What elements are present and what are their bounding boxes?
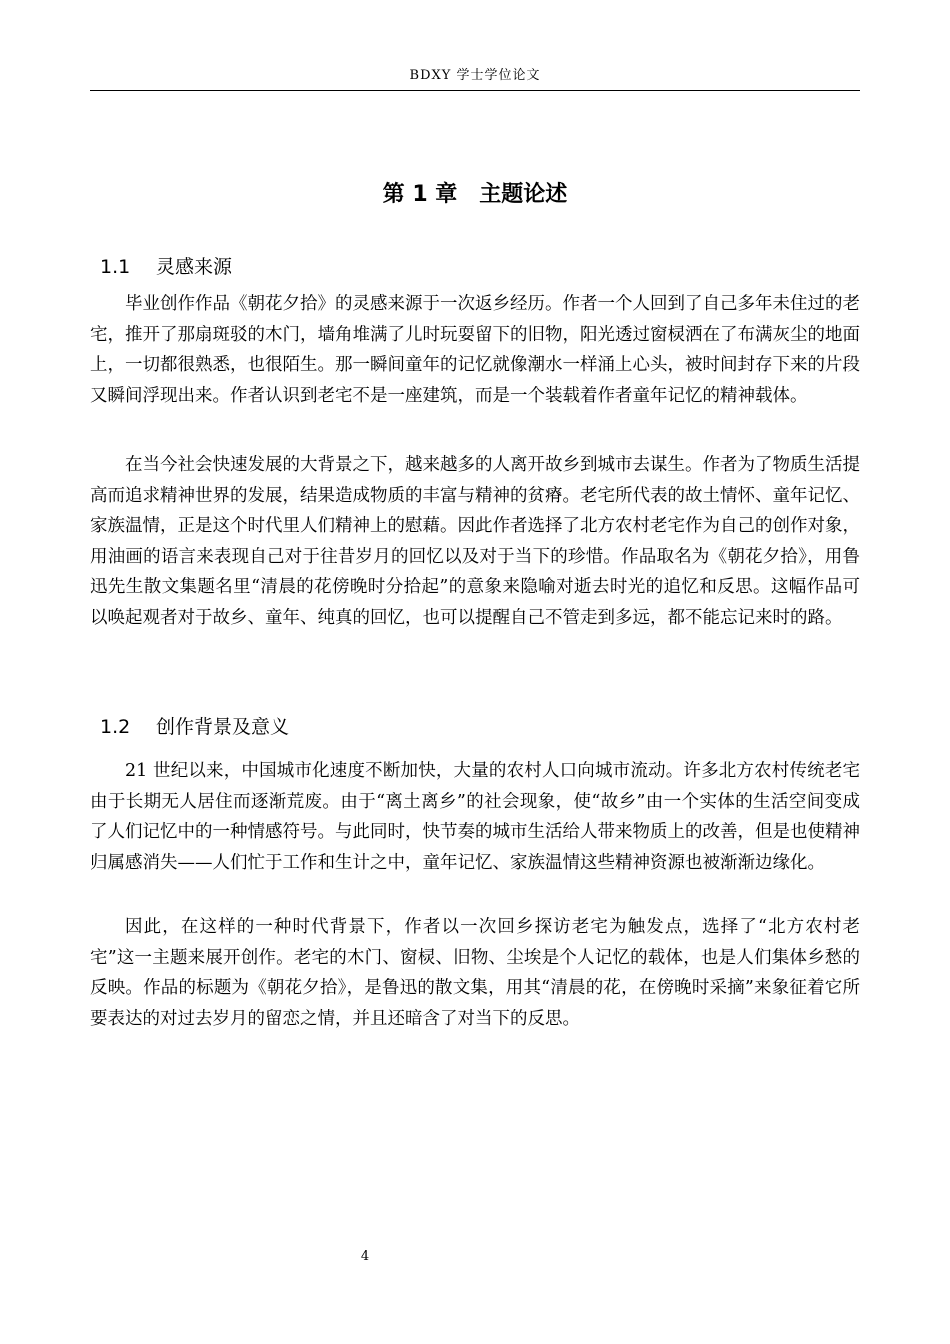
paragraph-inspiration-2: 在当今社会快速发展的大背景之下，越来越多的人离开故乡到城市去谋生。作者为了物质生活提高而追求精神世界的发展，结果造成物质的丰富与精神的贫瘠。老宅所代表的故土情怀、童年记忆、家族温情，正是这个时代里人们精神上的慰藉。因此作者选择了北方农村老宅作为自己的创作对象，用油画的语言来表现自己对于往昔岁月的回忆以及对于当下的珍惜。作品取名为《朝花夕拾》，用鲁迅先生散文集题名里“清晨的花傍晚时分拾起”的意象来隐喻对逝去时光的追忆和反思。这幅作品可以唤起观者对于故乡、童年、纯真的回忆，也可以提醒自己不管走到多远，都不能忘记来时的路。 xyxy=(90,455,860,628)
page-number: 4 xyxy=(360,1249,370,1264)
section-title: 灵感来源 xyxy=(156,256,233,278)
section-number: 1.2 xyxy=(100,716,131,738)
header-rule xyxy=(90,90,860,91)
chapter-title: 第 1 章 主题论述 xyxy=(382,182,568,207)
section-heading-1-1 xyxy=(100,252,232,282)
paragraph-background-1: 21 世纪以来，中国城市化速度不断加快，大量的农村人口向城市流动。许多北方农村传统老宅由于长期无人居住而逐渐荒废。由于“离土离乡”的社会现象，使“故乡”由一个实体的生活空间变成了人们记忆中的一种情感符号。与此同时，快节奏的城市生活给人带来物质上的改善，但是也使精神归属感消失——人们忙于工作和生计之中，童年记忆、家族温情这些精神资源也被渐渐边缘化。 xyxy=(90,761,860,873)
paragraph-background-2: 因此，在这样的一种时代背景下，作者以一次回乡探访老宅为触发点，选择了“北方农村老宅”这一主题来展开创作。老宅的木门、窗棂、旧物、尘埃是个人记忆的载体，也是人们集体乡愁的反映。作品的标题为《朝花夕拾》，是鲁迅的散文集，用其“清晨的花，在傍晚时采摘”来象征着它所要表达的对过去岁月的留恋之情，并且还暗含了对当下的反思。 xyxy=(90,917,860,1029)
section-heading-1-2 xyxy=(100,712,289,742)
running-header: BDXY 学士学位论文 xyxy=(409,68,541,83)
section-number: 1.1 xyxy=(100,256,131,278)
section-title: 创作背景及意义 xyxy=(156,716,290,738)
paragraph-inspiration-1: 毕业创作作品《朝花夕拾》的灵感来源于一次返乡经历。作者一个人回到了自己多年未住过的老宅，推开了那扇斑驳的木门，墙角堆满了儿时玩耍留下的旧物，阳光透过窗棂洒在了布满灰尘的地面上，一切都很熟悉，也很陌生。那一瞬间童年的记忆就像潮水一样涌上心头，被时间封存下来的片段又瞬间浮现出来。作者认识到老宅不是一座建筑，而是一个装载着作者童年记忆的精神载体。 xyxy=(90,294,860,406)
